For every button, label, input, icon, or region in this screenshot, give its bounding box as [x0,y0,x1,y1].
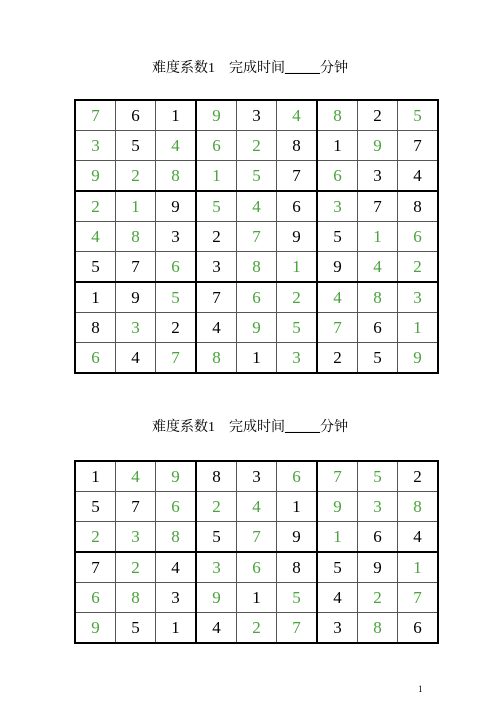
grid-cell: 9 [277,522,318,553]
grid-cell: 2 [317,343,358,374]
grid-cell: 8 [398,492,439,522]
grid-cell: 1 [156,613,197,644]
grid-cell: 4 [116,461,156,492]
grid-cell: 2 [156,313,197,343]
grid-cell: 7 [75,100,116,131]
grid-cell: 4 [317,282,358,313]
grid-cell: 8 [317,100,358,131]
grid-cell: 3 [317,613,358,644]
grid-row [75,252,438,283]
grid-row [75,522,438,553]
puzzle-2-title-text: 难度系数1 完成时间 [152,420,285,435]
grid-cell: 4 [156,552,197,583]
grid-cell: 1 [398,313,439,343]
grid-cell: 8 [358,613,398,644]
grid-cell: 3 [237,461,277,492]
grid-cell: 3 [358,161,398,192]
grid-cell: 1 [237,343,277,374]
grid-cell: 5 [75,492,116,522]
grid-cell: 6 [116,100,156,131]
grid-cell: 5 [75,252,116,283]
puzzle-2-time-blank: _____ [285,420,320,435]
grid-cell: 7 [277,161,318,192]
grid-cell: 8 [398,191,439,222]
grid-cell: 2 [237,613,277,644]
grid-cell: 5 [358,343,398,374]
grid-cell: 2 [116,552,156,583]
grid-row [75,613,438,644]
grid-cell: 1 [317,131,358,161]
grid-cell: 6 [237,282,277,313]
grid-cell: 4 [196,313,237,343]
grid-cell: 1 [317,522,358,553]
grid-cell: 1 [237,583,277,613]
grid-cell: 5 [196,522,237,553]
grid-cell: 4 [75,222,116,252]
grid-cell: 4 [116,343,156,374]
grid-cell: 5 [116,131,156,161]
grid-cell: 6 [156,492,197,522]
grid-cell: 9 [317,252,358,283]
grid-cell: 3 [358,492,398,522]
puzzle-1-time-blank: _____ [285,61,320,76]
puzzle-2-time-unit: 分钟 [320,420,348,435]
grid-row [75,343,438,374]
grid-cell: 3 [277,343,318,374]
grid-cell: 4 [237,191,277,222]
grid-cell: 5 [317,222,358,252]
grid-cell: 9 [358,552,398,583]
grid-cell: 6 [358,522,398,553]
grid-cell: 7 [116,492,156,522]
grid-cell: 4 [358,252,398,283]
grid-cell: 3 [196,252,237,283]
grid-cell: 1 [75,282,116,313]
grid-cell: 4 [237,492,277,522]
grid-cell: 2 [75,191,116,222]
puzzle-2-title [0,420,500,436]
grid-cell: 9 [196,583,237,613]
grid-cell: 2 [277,282,318,313]
grid-cell: 5 [358,461,398,492]
grid-cell: 6 [237,552,277,583]
grid-cell: 8 [196,343,237,374]
grid-row [75,313,438,343]
grid-cell: 3 [237,100,277,131]
grid-row [75,583,438,613]
grid-cell: 6 [398,613,439,644]
grid-cell: 7 [237,522,277,553]
page-number: 1 [418,684,423,694]
grid-cell: 4 [398,161,439,192]
grid-cell: 4 [196,613,237,644]
grid-cell: 9 [237,313,277,343]
grid-row [75,492,438,522]
grid-row [75,552,438,583]
grid-cell: 1 [358,222,398,252]
grid-cell: 9 [156,191,197,222]
grid-row [75,131,438,161]
grid-cell: 2 [75,522,116,553]
grid-cell: 4 [156,131,197,161]
grid-cell: 6 [398,222,439,252]
grid-cell: 8 [156,161,197,192]
grid-cell: 1 [398,552,439,583]
grid-cell: 5 [116,613,156,644]
grid-cell: 4 [277,100,318,131]
grid-cell: 3 [317,191,358,222]
grid-row [75,282,438,313]
grid-cell: 1 [116,191,156,222]
grid-cell: 2 [358,100,398,131]
grid-row [75,191,438,222]
grid-cell: 2 [237,131,277,161]
grid-cell: 6 [317,161,358,192]
grid-cell: 9 [398,343,439,374]
grid-cell: 8 [116,583,156,613]
grid-cell: 5 [398,100,439,131]
grid-cell: 2 [196,222,237,252]
grid-cell: 6 [358,313,398,343]
grid-cell: 3 [196,552,237,583]
puzzle-1-title [0,61,500,77]
grid-cell: 7 [196,282,237,313]
grid-cell: 1 [156,100,197,131]
grid-cell: 7 [317,461,358,492]
grid-cell: 9 [196,100,237,131]
grid-cell: 7 [156,343,197,374]
grid-cell: 5 [277,583,318,613]
grid-cell: 5 [317,552,358,583]
grid-cell: 3 [398,282,439,313]
grid-cell: 6 [156,252,197,283]
grid-cell: 9 [156,461,197,492]
grid-cell: 8 [277,131,318,161]
grid-cell: 7 [75,552,116,583]
grid-cell: 5 [237,161,277,192]
grid-cell: 6 [277,461,318,492]
grid-cell: 9 [75,613,116,644]
grid-cell: 3 [156,222,197,252]
grid-cell: 7 [358,191,398,222]
grid-cell: 3 [156,583,197,613]
grid-cell: 7 [398,131,439,161]
grid-cell: 8 [156,522,197,553]
grid-cell: 7 [317,313,358,343]
grid-cell: 6 [75,583,116,613]
grid-cell: 7 [398,583,439,613]
grid-row [75,161,438,192]
grid-cell: 7 [277,613,318,644]
puzzle-1-title-text: 难度系数1 完成时间 [152,61,285,76]
grid-cell: 1 [277,492,318,522]
grid-cell: 6 [277,191,318,222]
grid-cell: 4 [398,522,439,553]
grid-cell: 3 [75,131,116,161]
grid-cell: 9 [358,131,398,161]
grid-cell: 7 [116,252,156,283]
grid-row [75,222,438,252]
grid-cell: 1 [75,461,116,492]
grid-cell: 9 [317,492,358,522]
grid-cell: 9 [277,222,318,252]
grid-cell: 8 [116,222,156,252]
grid-cell: 8 [277,552,318,583]
grid-cell: 2 [398,461,439,492]
grid-cell: 5 [277,313,318,343]
grid-row [75,461,438,492]
grid-cell: 2 [358,583,398,613]
puzzle-1-time-unit: 分钟 [320,61,348,76]
grid-cell: 3 [116,313,156,343]
grid-cell: 2 [398,252,439,283]
grid-cell: 6 [75,343,116,374]
grid-cell: 3 [116,522,156,553]
grid-cell: 8 [196,461,237,492]
grid-cell: 5 [156,282,197,313]
grid-cell: 7 [237,222,277,252]
grid-cell: 9 [116,282,156,313]
grid-cell: 1 [277,252,318,283]
grid-cell: 9 [75,161,116,192]
grid-cell: 8 [75,313,116,343]
grid-cell: 1 [196,161,237,192]
grid-cell: 8 [237,252,277,283]
sudoku-grid-2 [74,460,439,644]
grid-cell: 8 [358,282,398,313]
grid-cell: 6 [196,131,237,161]
grid-cell: 4 [317,583,358,613]
grid-cell: 2 [196,492,237,522]
sudoku-grid-1 [74,99,439,374]
grid-cell: 2 [116,161,156,192]
grid-cell: 5 [196,191,237,222]
grid-row [75,100,438,131]
